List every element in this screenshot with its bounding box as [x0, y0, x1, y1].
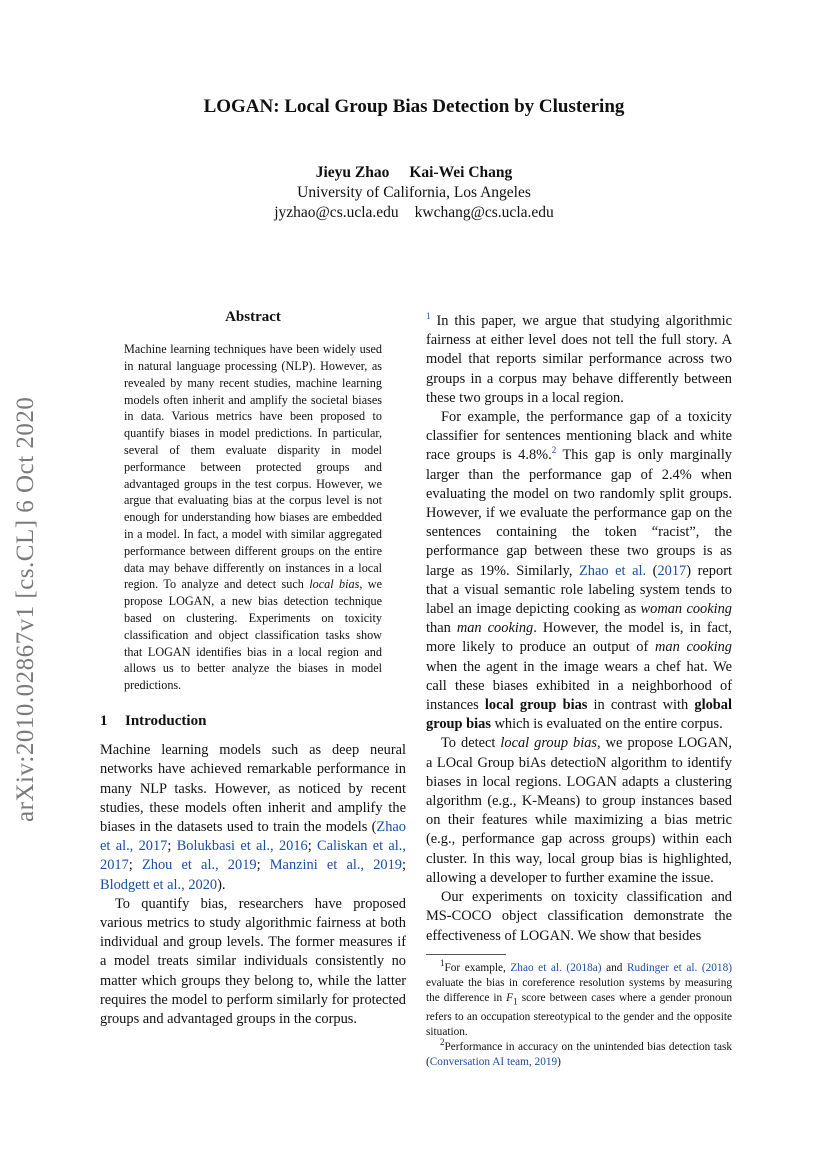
- citation-link[interactable]: Zhao et al. (2018a): [510, 961, 602, 974]
- intro-paragraph: To detect local group bias, we propose LOGAN, a LOcal Group biAs detectioN algorithm to identify biases in local regions. LOGAN adapts a clustering algorithm (e.g., K-Means) to group instances based on their features while maximizing a bias metric (e.g., performance gap across groups) within each cluster. In this way, local group bias is highlighted, allowing a developer to further examine the issue.: [426, 735, 732, 886]
- citation-link[interactable]: Blodgett et al., 2020: [100, 876, 218, 893]
- arxiv-identifier: arXiv:2010.02867v1 [cs.CL] 6 Oct 2020: [12, 396, 39, 822]
- right-column: [426, 312, 732, 1070]
- citation-link[interactable]: Conversation AI team, 2019: [429, 1055, 558, 1068]
- citation-link[interactable]: Zhou et al., 2019: [141, 857, 257, 874]
- author-emails: [0, 203, 828, 223]
- abstract-text: Machine learning techniques have been widely used in natural language processing (NLP). However, as revealed by many recent studies, machine learning models often inherit and amplify the societal biases in data. Various metrics have been proposed to quantify biases in model predictions. In particular, several of them evaluate disparity in model performance between protected groups and advantaged groups in the test corpus. However, we argue that evaluating bias at the corpus level is not enough for understanding how biases are embedded in a model. In fact, a model with similar aggregated performance between different groups on the entire data may behave differently on instances in a local region. To analyze and detect such local bias, we propose LOGAN, a new bias detection technique based on clustering. Experiments on toxicity classification and object classification tasks show that LOGAN identifies bias in a local region and allows us to better analyze the biases in model predictions.: [124, 342, 383, 693]
- footnotes: [426, 957, 732, 1070]
- citation-link[interactable]: Manzini et al., 2019: [269, 857, 402, 874]
- citation-link[interactable]: Zhao et al., 2017: [100, 818, 406, 855]
- intro-paragraph-continued: $^1$ In this paper, we argue that studying algorithmic fairness at either level does not tell the full story. A model that reports similar performance across two groups in a corpus may behave differently between these two groups in a local region.: [426, 311, 732, 406]
- abstract-heading: Abstract: [225, 309, 281, 325]
- citation-link[interactable]: Caliskan et al., 2017: [100, 838, 406, 874]
- author-block: [0, 163, 828, 223]
- citation-link[interactable]: 2017: [657, 562, 687, 579]
- author-name: Jieyu Zhao: [315, 164, 390, 181]
- email: jyzhao@cs.ucla.edu: [274, 204, 399, 221]
- section-heading-introduction: 1 Introduction: [100, 712, 207, 729]
- footnote: $^2$Performance in accuracy on the unintended bias detection task (Conversation AI team, 2019): [426, 1037, 732, 1068]
- footnote: $^1$For example, Zhao et al. (2018a) and Rudinger et al. (2018) evaluate the bias in coreference resolution systems by measuring the difference in $F_1$ score between cases where a gender pronoun refers to an occupation stereotypical to the gender and the opposite situation.: [426, 957, 732, 1038]
- footnote-rule: [426, 954, 506, 955]
- intro-paragraph: Our experiments on toxicity classification and MS-COCO object classification demonstrate the effectiveness of LOGAN. We show that besides: [426, 889, 732, 944]
- citation-link[interactable]: Rudinger et al. (2018): [627, 961, 732, 974]
- footnote-marker[interactable]: 2: [551, 445, 557, 456]
- intro-paragraph: To quantify bias, researchers have proposed various metrics to study algorithmic fairness at both individual and group levels. The former measures if a model treats similar individuals consistently no matter which groups they belong to, while the latter requires the model to perform similarly for protected groups and advantaged groups in the corpus.: [100, 895, 406, 1027]
- paper-title: LOGAN: Local Group Bias Detection by Clustering: [203, 96, 625, 117]
- left-column: [100, 308, 406, 1029]
- footnote-marker[interactable]: 1: [426, 311, 431, 322]
- intro-paragraph: Machine learning models such as deep neural networks have achieved remarkable performance in many NLP tasks. However, as noticed by recent studies, these models often inherit and amplify the biases in the datasets used to train the models (Zhao et al., 2017; Bolukbasi et al., 2016; Caliskan et al., 2017; Zhou et al., 2019; Manzini et al., 2019; Blodgett et al., 2020).: [100, 742, 406, 893]
- email: kwchang@cs.ucla.edu: [414, 204, 554, 221]
- citation-link[interactable]: Bolukbasi et al., 2016: [176, 838, 308, 855]
- author-name: Kai-Wei Chang: [409, 164, 513, 181]
- affiliation: University of California, Los Angeles: [297, 184, 531, 201]
- author-names: [0, 163, 828, 183]
- citation-link[interactable]: Zhao et al.: [579, 562, 647, 579]
- intro-paragraph: For example, the performance gap of a toxicity classifier for sentences mentioning black and white race groups is 4.8%.$^2$ This gap is only marginally larger than the performance gap of 2.4% when evaluating the model on two randomly split groups. However, if we evaluate the performance gap on the sentences containing the token “racist”, the performance gap between these two groups is as large as 19%. Similarly, Zhao et al. (2017) report that a visual semantic role labeling system tends to label an image depicting cooking as woman cooking than man cooking. However, the model is, in fact, more likely to produce an output of man cooking when the agent in the image wears a chef hat. We call these biases exhibited in a neighborhood of instances local group bias in contrast with global group bias which is evaluated on the entire corpus.: [426, 409, 733, 733]
